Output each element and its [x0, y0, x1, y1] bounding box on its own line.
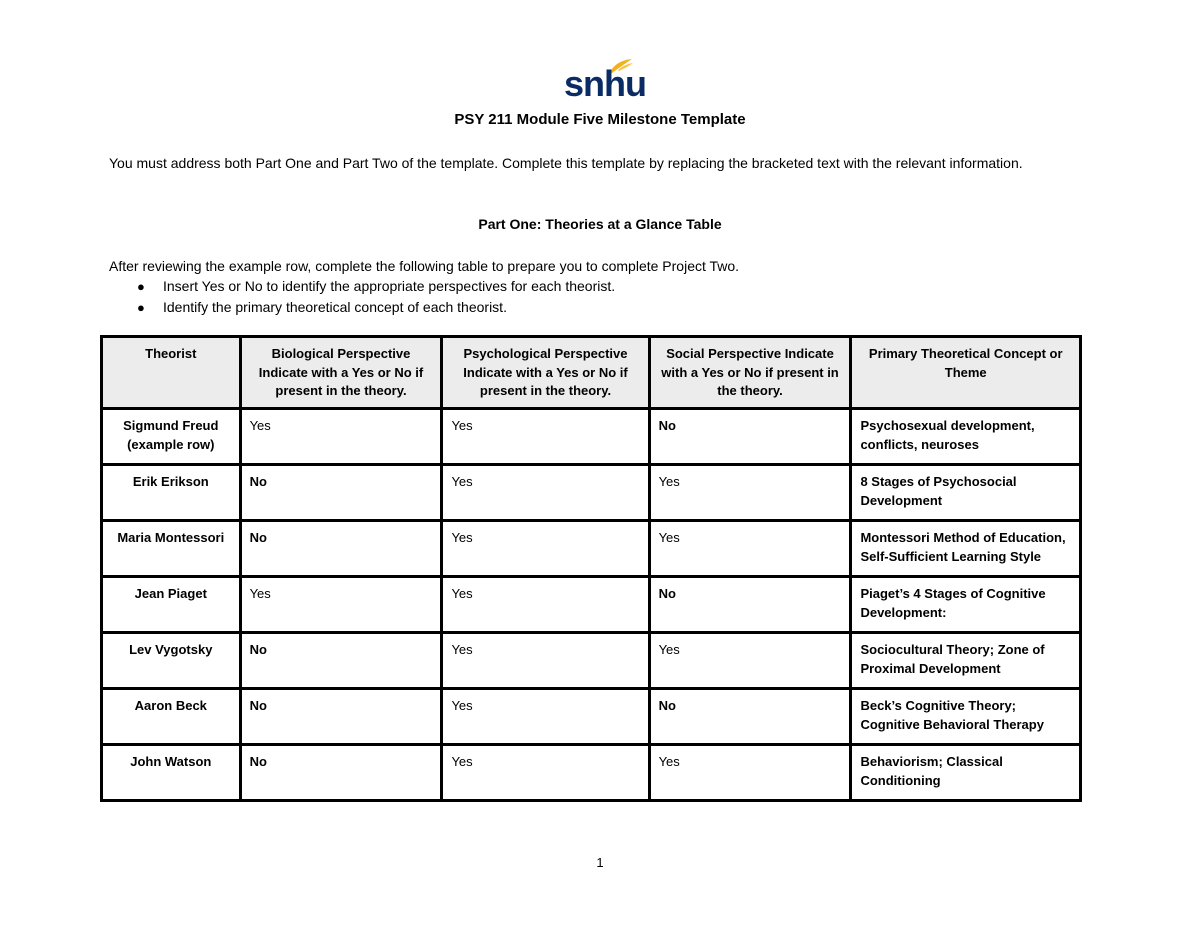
- theorist-cell[interactable]: Sigmund Freud (example row): [102, 409, 241, 465]
- biological-cell[interactable]: No: [240, 465, 442, 521]
- table-row: [102, 465, 1081, 521]
- social-cell[interactable]: Yes: [649, 745, 851, 801]
- bullet-icon: ●: [137, 279, 145, 294]
- psychological-cell[interactable]: Yes: [442, 633, 649, 689]
- concept-cell[interactable]: Sociocultural Theory; Zone of Proximal Development: [851, 633, 1081, 689]
- bullet-text: Identify the primary theoretical concept of each theorist.: [163, 299, 507, 315]
- biological-cell[interactable]: No: [240, 633, 442, 689]
- bullet-item: [109, 297, 1069, 318]
- psychological-cell[interactable]: Yes: [442, 577, 649, 633]
- theorist-cell[interactable]: Maria Montessori: [102, 521, 241, 577]
- theorist-cell[interactable]: Jean Piaget: [102, 577, 241, 633]
- intro-paragraph: You must address both Part One and Part Two of the template. Complete this template by replacing the bracketed text with the relevant information.: [109, 155, 1023, 171]
- instruction-bullets: [109, 276, 1069, 318]
- bullet-icon: ●: [137, 300, 145, 315]
- biological-cell[interactable]: No: [240, 745, 442, 801]
- table-row: [102, 409, 1081, 465]
- table-row: [102, 577, 1081, 633]
- logo-wordmark: snhu: [564, 63, 646, 104]
- concept-cell[interactable]: Montessori Method of Education, Self-Sufficient Learning Style: [851, 521, 1081, 577]
- biological-cell[interactable]: Yes: [240, 409, 442, 465]
- concept-cell[interactable]: Piaget’s 4 Stages of Cognitive Development:: [851, 577, 1081, 633]
- concept-cell[interactable]: Psychosexual development, conflicts, neuroses: [851, 409, 1081, 465]
- table-row: [102, 745, 1081, 801]
- social-cell[interactable]: No: [649, 409, 851, 465]
- table-row: [102, 689, 1081, 745]
- social-cell[interactable]: Yes: [649, 521, 851, 577]
- theorist-cell[interactable]: John Watson: [102, 745, 241, 801]
- biological-cell[interactable]: Yes: [240, 577, 442, 633]
- table-header-row: [102, 337, 1081, 409]
- theorist-cell[interactable]: Lev Vygotsky: [102, 633, 241, 689]
- header-biological: Biological Perspective Indicate with a Yes or No if present in the theory.: [240, 337, 442, 409]
- page-number: 1: [596, 855, 604, 870]
- psychological-cell[interactable]: Yes: [442, 745, 649, 801]
- biological-cell[interactable]: No: [240, 521, 442, 577]
- concept-cell[interactable]: Beck’s Cognitive Theory; Cognitive Behavioral Therapy: [851, 689, 1081, 745]
- theorist-cell[interactable]: Aaron Beck: [102, 689, 241, 745]
- header-concept: Primary Theoretical Concept or Theme: [851, 337, 1081, 409]
- psychological-cell[interactable]: Yes: [442, 465, 649, 521]
- biological-cell[interactable]: No: [240, 689, 442, 745]
- bullet-item: [109, 276, 1069, 297]
- part-one-heading: Part One: Theories at a Glance Table: [478, 216, 722, 232]
- psychological-cell[interactable]: Yes: [442, 409, 649, 465]
- bullet-text: Insert Yes or No to identify the appropriate perspectives for each theorist.: [163, 278, 616, 294]
- header-psychological: Psychological Perspective Indicate with a Yes or No if present in the theory.: [442, 337, 649, 409]
- header-theorist: Theorist: [102, 337, 241, 409]
- social-cell[interactable]: Yes: [649, 633, 851, 689]
- social-cell[interactable]: No: [649, 577, 851, 633]
- psychological-cell[interactable]: Yes: [442, 689, 649, 745]
- table-row: [102, 633, 1081, 689]
- theories-table: [100, 335, 1082, 802]
- table-instructions: After reviewing the example row, complete the following table to prepare you to complete Project Two.: [109, 258, 740, 274]
- theorist-cell[interactable]: Erik Erikson: [102, 465, 241, 521]
- concept-cell[interactable]: 8 Stages of Psychosocial Development: [851, 465, 1081, 521]
- document-title: PSY 211 Module Five Milestone Template: [454, 111, 746, 128]
- psychological-cell[interactable]: Yes: [442, 521, 649, 577]
- snhu-logo: [564, 58, 646, 104]
- concept-cell[interactable]: Behaviorism; Classical Conditioning: [851, 745, 1081, 801]
- social-cell[interactable]: No: [649, 689, 851, 745]
- table-row: [102, 521, 1081, 577]
- header-social: Social Perspective Indicate with a Yes or No if present in the theory.: [649, 337, 851, 409]
- social-cell[interactable]: Yes: [649, 465, 851, 521]
